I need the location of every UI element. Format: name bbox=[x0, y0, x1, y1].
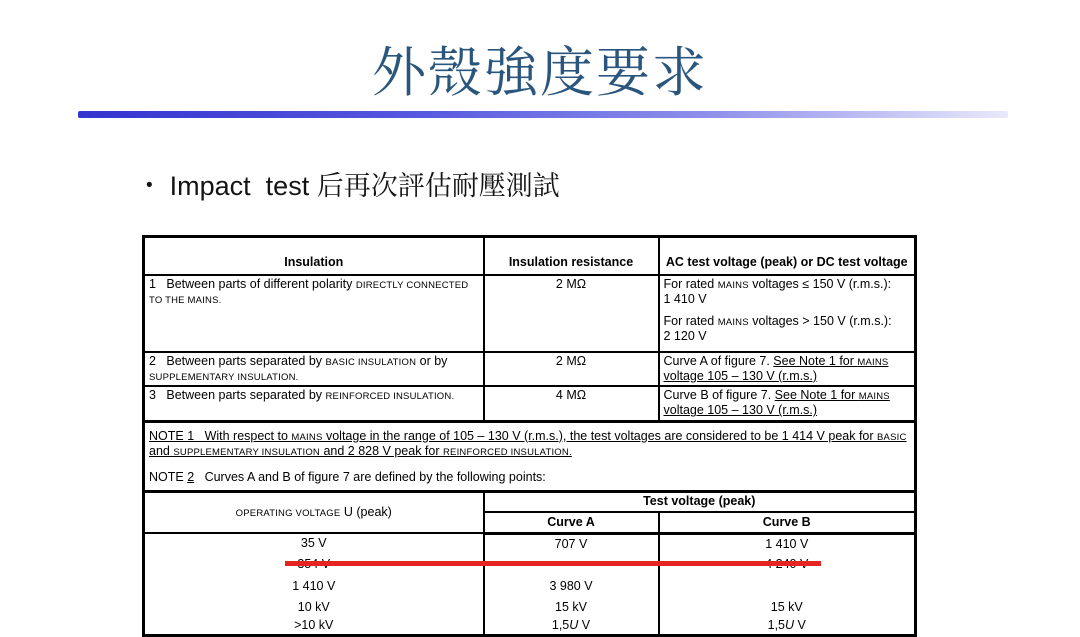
column-header-1: Insulation bbox=[144, 237, 484, 275]
cell-note: NOTE 1 With respect to MAINS voltage in the range of 105 – 130 V (r.m.s.), the test voltages are considered to be 1 414 V peak for BASIC and SUPPLEMENTARY INSULATION and 2 828 V peak for REINFORCED INSULATION. bbox=[144, 421, 916, 465]
table-row bbox=[144, 598, 916, 617]
cell-value: 1,5U V bbox=[484, 617, 659, 636]
table-row bbox=[144, 386, 916, 421]
cell-test-voltage-peak-header: Test voltage (peak) bbox=[484, 491, 916, 512]
column-header-2: Insulation resistance bbox=[484, 237, 659, 275]
paragraph: Curve B of figure 7. See Note 1 for MAINS voltage 105 – 130 V (r.m.s.) bbox=[663, 388, 890, 418]
cell-curve-header-a: Curve A bbox=[484, 512, 659, 533]
cell-test-voltage bbox=[659, 386, 916, 421]
cell-resistance: 4 MΩ bbox=[484, 386, 659, 421]
bullet-marker: • bbox=[146, 175, 153, 196]
cell-insulation: 1 Between parts of different polarity DIRECTLY CONNECTED TO THE MAINS. bbox=[144, 275, 484, 352]
cell-resistance: 2 MΩ bbox=[484, 352, 659, 387]
title-divider bbox=[78, 111, 1008, 118]
paragraph: For rated MAINS voltages ≤ 150 V (r.m.s.): 1 410 V bbox=[663, 276, 892, 306]
cell-note: NOTE 2 Curves A and B of figure 7 are defined by the following points: bbox=[144, 465, 916, 491]
column-header-3: AC test voltage (peak) or DC test voltage bbox=[659, 237, 916, 275]
slide-title: 外殼強度要求 bbox=[372, 43, 708, 103]
bullet-item bbox=[146, 164, 560, 203]
cell-value: >10 kV bbox=[144, 617, 484, 636]
insulation-test-table bbox=[142, 235, 917, 637]
cell-insulation: 3 Between parts separated by REINFORCED INSULATION. bbox=[144, 386, 484, 421]
table-row bbox=[144, 533, 916, 554]
cell-value: 1,5U V bbox=[659, 617, 916, 636]
note-row bbox=[144, 421, 916, 465]
cell-curve-header-b: Curve B bbox=[659, 512, 916, 533]
cell-value: 35 V bbox=[144, 533, 484, 554]
paragraph: For rated MAINS voltages > 150 V (r.m.s.): 2 120 V bbox=[663, 314, 892, 344]
note-row bbox=[144, 465, 916, 491]
highlight-underline bbox=[285, 561, 821, 566]
table-row bbox=[144, 275, 916, 352]
cell-test-voltage bbox=[659, 352, 916, 387]
table-header-row bbox=[144, 237, 916, 275]
cell-insulation: 2 Between parts separated by BASIC INSULATION or by SUPPLEMENTARY INSULATION. bbox=[144, 352, 484, 387]
table-row bbox=[144, 576, 916, 598]
cell-value bbox=[659, 576, 916, 598]
cell-value: 1 410 V bbox=[659, 533, 916, 554]
cell-value: 15 kV bbox=[484, 598, 659, 617]
cell-test-voltage bbox=[659, 275, 916, 352]
cell-operating-voltage-header: OPERATING VOLTAGE U (peak) bbox=[144, 491, 484, 533]
cell-resistance: 2 MΩ bbox=[484, 275, 659, 352]
cell-value: 10 kV bbox=[144, 598, 484, 617]
cell-value: 15 kV bbox=[659, 598, 916, 617]
cell-value: 3 980 V bbox=[484, 576, 659, 598]
table-body bbox=[144, 275, 916, 636]
bullet-text: Impact test 后再次評估耐壓測試 bbox=[169, 171, 560, 201]
paragraph: Curve A of figure 7. See Note 1 for MAINS voltage 105 – 130 V (r.m.s.) bbox=[663, 353, 889, 383]
insulation-test-table-wrap bbox=[142, 235, 914, 637]
subtable-header-row-1 bbox=[144, 491, 916, 512]
cell-value: 1 410 V bbox=[144, 576, 484, 598]
table-header bbox=[144, 237, 916, 275]
cell-value: 707 V bbox=[484, 533, 659, 554]
table-row bbox=[144, 352, 916, 387]
